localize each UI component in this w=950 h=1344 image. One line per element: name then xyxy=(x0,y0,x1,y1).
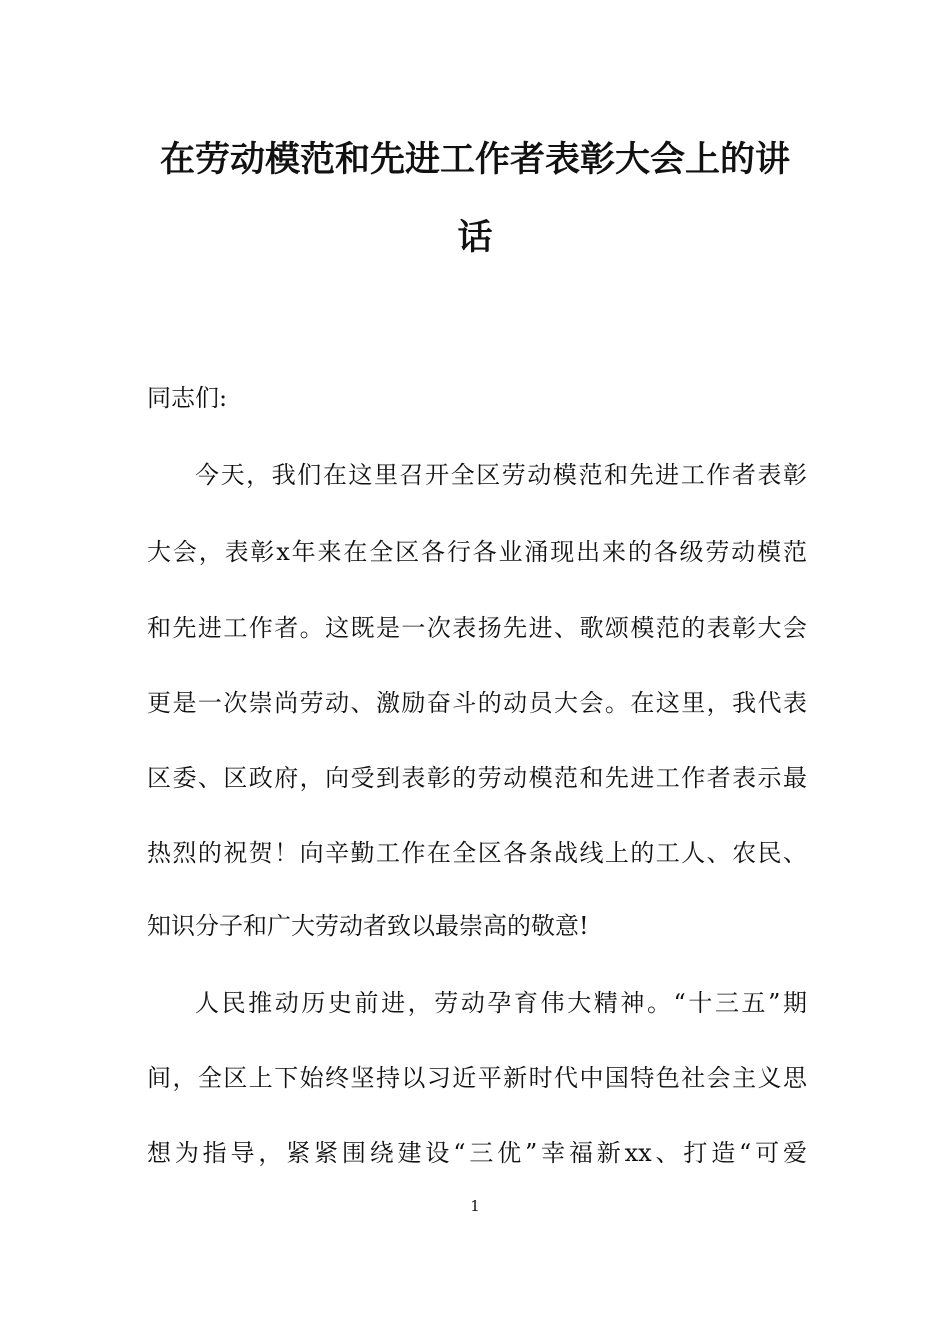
document-title-line-2: 话 xyxy=(457,217,493,258)
paragraph-2-line-3: 想为指导，紧紧围绕建设“三优”幸福新xx、打造“可爱 xyxy=(147,1139,807,1167)
paragraph-1-line-5: 区委、区政府，向受到表彰的劳动模范和先进工作者表示最 xyxy=(147,764,807,792)
paragraph-1-line-6: 热烈的祝贺！向辛勤工作在全区各条战线上的工人、农民、 xyxy=(147,839,807,867)
document-title-line-1: 在劳动模范和先进工作者表彰大会上的讲 xyxy=(159,139,790,180)
paragraph-1-line-3: 和先进工作者。这既是一次表扬先进、歌颂模范的表彰大会 xyxy=(147,614,807,642)
salutation: 同志们: xyxy=(147,384,228,412)
paragraph-2-line-1: 人民推动历史前进，劳动孕育伟大精神。“十三五”期 xyxy=(195,989,807,1017)
paragraph-1-line-4: 更是一次崇尚劳动、激励奋斗的动员大会。在这里，我代表 xyxy=(147,689,807,717)
paragraph-1-line-1: 今天，我们在这里召开全区劳动模范和先进工作者表彰 xyxy=(195,461,807,489)
paragraph-1-line-7: 知识分子和广大劳动者致以最崇高的敬意! xyxy=(147,912,589,940)
page-number: 1 xyxy=(470,1197,480,1215)
paragraph-2-line-2: 间，全区上下始终坚持以习近平新时代中国特色社会主义思 xyxy=(147,1064,807,1092)
paragraph-1-line-2: 大会，表彰x年来在全区各行各业涌现出来的各级劳动模范 xyxy=(147,538,807,566)
